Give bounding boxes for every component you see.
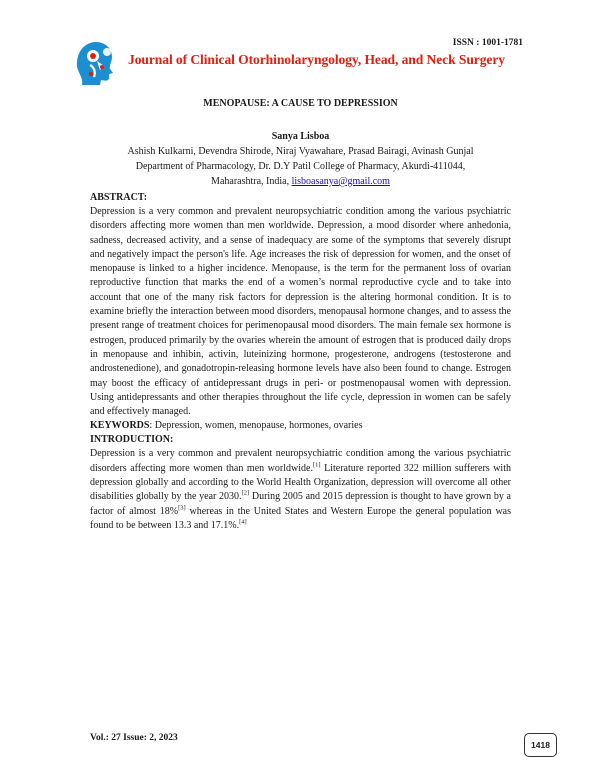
keywords-text: : Depression, women, menopause, hormones, ovaries	[149, 420, 363, 432]
issn-label: ISSN : 1001-1781	[452, 38, 523, 48]
journal-name: Journal of Clinical Otorhinolaryngology, Head, and Neck Surgery	[128, 52, 505, 67]
abstract-heading: ABSTRACT:	[90, 192, 148, 203]
ent-head-profile-icon	[70, 39, 120, 85]
citation-ref[interactable]: [3]	[178, 504, 186, 512]
intro-segment: Depression is a very common and prevalent neuropsychiatric condition among the various psychiatric disorders affecting more women than men worldwide.	[90, 448, 511, 474]
citation-ref[interactable]: [2]	[241, 490, 250, 498]
citation-ref[interactable]: [4]	[239, 518, 247, 526]
page-number: 1418	[524, 733, 557, 757]
department: Department of Pharmacology, Dr. D.Y Patil College of Pharmacy, Akurdi-411044,	[135, 161, 466, 172]
main-author: Sanya Lisboa	[271, 131, 330, 142]
intro-segment: Literature reported 322 million sufferers with depression globally and according to the World Health Organization, depression will overcome all other disabilities globally by the year 2030.	[90, 462, 511, 503]
location: Maharashtra, India,	[211, 176, 290, 187]
introduction-text	[90, 447, 511, 533]
location-line	[90, 174, 511, 189]
co-authors: Ashish Kulkarni, Devendra Shirode, Niraj Vyawahare, Prasad Bairagi, Avinash Gunjal	[127, 146, 474, 157]
email-link[interactable]: lisboasanya@gmail.com	[291, 176, 390, 187]
keywords-label: KEYWORDS	[90, 420, 150, 432]
abstract-text: Depression is a very common and prevalent neuropsychiatric condition among the various psychiatric disorders affecting more women than men worldwide. Depression, a mood disorder where anhedonia, sadness, decreased activity, and a sense of inadequacy are some of the symptoms that severely disrupt and negatively impact the person's life. Age increases the risk of depression for women, and the onset of menopause is linked to a higher incidence. Menopause, is the term for the permanent loss of ovarian reproductive function that marks the end of a women’s normal reproductive cycle and to take into account that one of the many risk factors for depression is the altering hormonal condition. It is to examine briefly the interaction between mood disorders, menopausal hormone changes, and to assess the present range of treatment choices for perimenopausal mood disorders. The main female sex hormone is estrogen, produced primarily by the ovaries wherein the amount of estrogen that is produced daily drops in menopause and inhibin, activin, luteinizing hormone, progesterone, androgens (testosterone and androstenedione), and gonadotropin-releasing hormone levels have also been found to change. Estrogen may boost the efficacy of antidepressant drugs in peri- or postmenopausal women with depression. Using antidepressants and other therapies throughout the life cycle, depression in women can be safely and effectively managed.	[90, 206, 511, 418]
volume-issue: Vol.: 27 Issue: 2, 2023	[90, 733, 178, 743]
intro-segment: During 2005 and 2015 depression is thought to have grown by a factor of almost 18%	[90, 491, 511, 517]
intro-segment: whereas in the United States and Western Europe the general population was found to be between 13.3 and 17.1%.	[90, 505, 512, 531]
author-affiliation	[90, 144, 511, 189]
introduction-heading: INTRODUCTION:	[90, 434, 174, 446]
article-title: MENOPAUSE: A CAUSE TO DEPRESSION	[203, 98, 398, 109]
citation-ref[interactable]: [1]	[312, 461, 321, 469]
article-body	[90, 96, 511, 533]
keywords	[90, 419, 511, 433]
